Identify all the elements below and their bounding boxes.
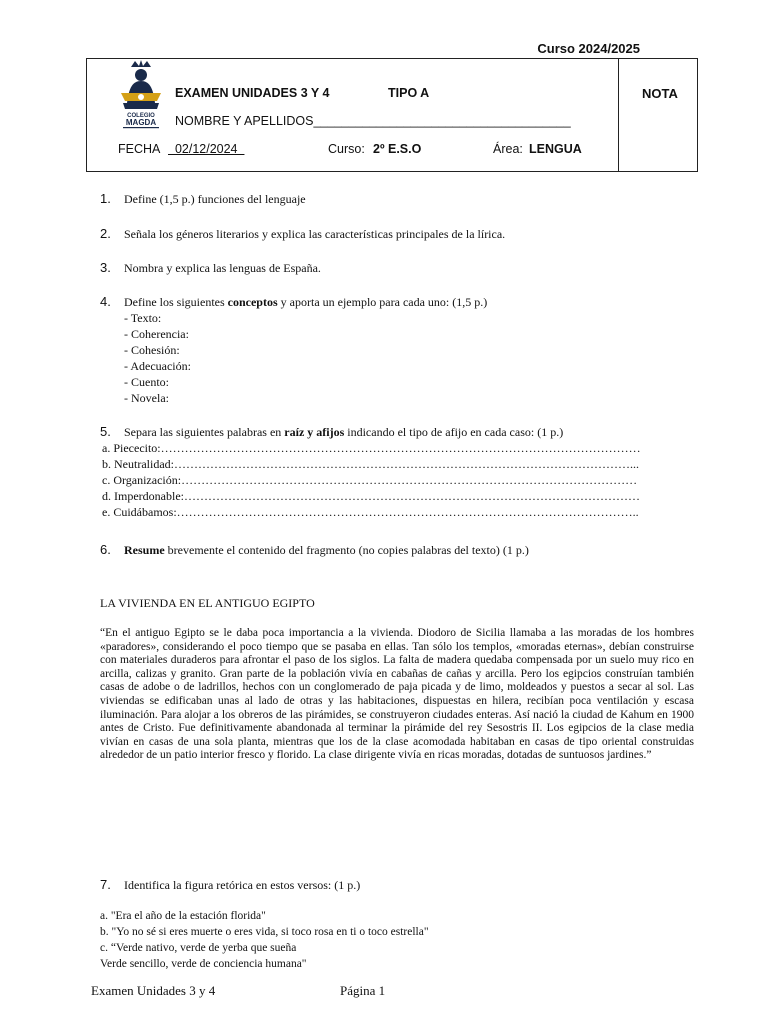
area-value: LENGUA	[529, 142, 582, 156]
question-text-bold: Resume	[124, 543, 165, 557]
question-6	[100, 542, 529, 558]
logo-text-magda: MAGDA	[125, 118, 157, 127]
grade-label: NOTA	[642, 86, 678, 101]
verse-item: c. “Verde nativo, verde de yerba que sueña	[100, 942, 297, 954]
concept-item: - Cohesión:	[124, 343, 180, 357]
verse-item: b. "Yo no sé si eres muerte o eres vida, si toco rosa en ti o toco estrella"	[100, 926, 429, 938]
date-label: FECHA	[118, 142, 161, 156]
question-number: 5.	[100, 424, 111, 439]
logo-text-colegio: COLEGIO	[127, 113, 155, 119]
question-number: 2.	[100, 226, 111, 241]
answer-line[interactable]: e. Cuidábamos:……………………………………………………………………………………………………..	[102, 505, 639, 519]
area-label: Área:	[493, 142, 523, 156]
exam-title: EXAMEN UNIDADES 3 Y 4	[175, 86, 330, 100]
concept-item: - Novela:	[124, 391, 169, 405]
footer-exam-name: Examen Unidades 3 y 4	[91, 983, 216, 998]
school-logo	[113, 59, 169, 131]
question-number: 6.	[100, 542, 111, 557]
question-4	[100, 294, 487, 310]
verse-item: Verde sencillo, verde de conciencia humana"	[100, 958, 307, 970]
concept-item: - Texto:	[124, 311, 162, 325]
curso-value: 2º E.S.O	[373, 142, 422, 156]
concept-item: - Cuento:	[124, 375, 169, 389]
exam-type: TIPO A	[388, 86, 430, 100]
question-number: 3.	[100, 260, 111, 275]
date-value: 02/12/2024	[168, 142, 245, 156]
question-number: 7.	[100, 877, 111, 892]
concept-item: - Coherencia:	[124, 327, 189, 341]
question-text-post: brevemente el contenido del fragmento (no copies palabras del texto) (1 p.)	[164, 543, 529, 557]
header-box	[86, 58, 698, 172]
question-text-bold: raíz y afijos	[284, 425, 345, 439]
concept-item: - Adecuación:	[124, 359, 191, 373]
question-text: Señala los géneros literarios y explica las características principales de la lírica.	[124, 227, 506, 241]
question-text: Identifica la figura retórica en estos versos: (1 p.)	[124, 878, 361, 892]
curso-label: Curso:	[328, 142, 365, 156]
question-1	[100, 191, 306, 207]
answer-line[interactable]: b. Neutralidad:……………………………………………………………………………………………………...	[102, 457, 639, 471]
answer-line[interactable]: d. Imperdonable:……………………………………………………………………………………………………	[102, 489, 640, 503]
question-text-post: y aporta un ejemplo para cada uno: (1,5 p.)	[277, 295, 488, 309]
course-year: Curso 2024/2025	[537, 41, 640, 56]
reading-title: LA VIVIENDA EN EL ANTIGUO EGIPTO	[100, 596, 315, 610]
question-text: Define (1,5 p.) funciones del lenguaje	[124, 192, 306, 206]
question-number: 1.	[100, 191, 111, 206]
answer-line[interactable]: c. Organización:……………………………………………………………………………………………………	[102, 473, 638, 487]
question-text-pre: Define los siguientes	[124, 295, 228, 309]
nota-divider	[618, 59, 619, 171]
question-text-pre: Separa las siguientes palabras en	[124, 425, 285, 439]
question-2	[100, 226, 505, 242]
footer-page-number: Página 1	[340, 983, 386, 998]
question-text: Nombra y explica las lenguas de España.	[124, 261, 321, 275]
name-field[interactable]: NOMBRE Y APELLIDOS_____________________________________	[175, 114, 571, 128]
question-number: 4.	[100, 294, 111, 309]
answer-line[interactable]: a. Piececito:…………………………………………………………………………………………………………	[102, 441, 641, 455]
reading-text: “En el antiguo Egipto se le daba poca importancia a la vivienda. Diodoro de Sicilia llamaba a las moradas de los hombres «paradores», considerando el poco tiempo que se pasaba en ellas. Tan sólo los templos, «moradas eternas», debían construirse con materiales duraderos para afrontar el paso de los siglos. La falta de madera quedaba compensada por un suelo muy rico en arcilla, calizas y granito. Gran parte de la población vivía en cabañas de cañas y arcilla. Pero los egipcios construían también casas de adobe o de ladrillos, hechos con un conglomerado de paja picada y de limo, moldeados y puestos a secar al sol. Las viviendas se edificaban unas al lado de otras y las habitaciones, dispuestas en hilera, recibían poca ventilación y escasa iluminación. Para alojar a los obreros de las pirámides, se construyeron ciudades enteras. Así nació la ciudad de Kahum en 1900 antes de Cristo. Fue definitivamente abandonada al terminar la pirámide del rey Sesostris II. Los egipcios de la clase media vivían en casas de una sola planta, mientras que los de la clase acomodada habitaban en casas de tipo oriental construidas alrededor de un patio interior fresco y florido. La clase dirigente vivía en ricas moradas, dotadas de suntuosos jardines.”	[100, 627, 694, 762]
question-7	[100, 877, 360, 893]
question-3	[100, 260, 321, 276]
question-text-bold: conceptos	[227, 295, 278, 309]
verse-item: a. "Era el año de la estación florida"	[100, 910, 266, 922]
question-5	[100, 424, 563, 440]
question-text-post: indicando el tipo de afijo en cada caso: (1 p.)	[344, 425, 564, 439]
